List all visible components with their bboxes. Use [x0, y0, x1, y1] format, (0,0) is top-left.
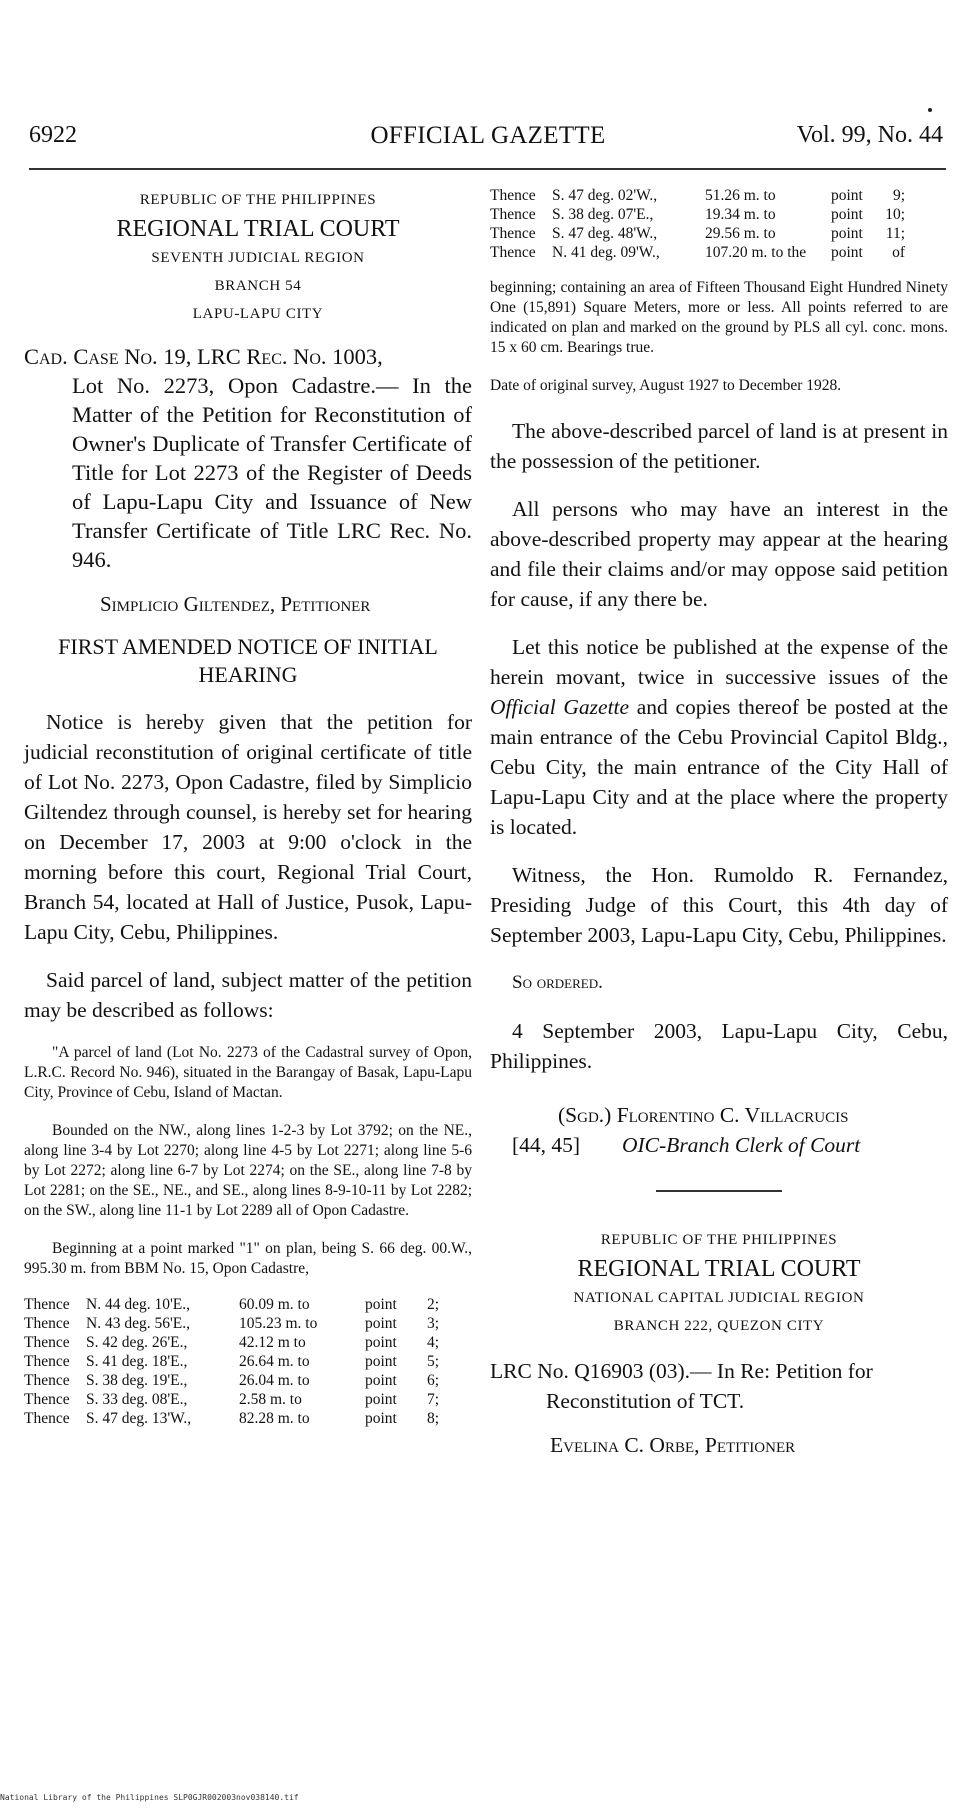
bearing-row [24, 1371, 439, 1390]
bearing-cell: S. 47 deg. 13'W., [86, 1410, 192, 1427]
volume-issue: Vol. 99, No. 44 [796, 122, 943, 148]
court2-name: REGIONAL TRIAL COURT [577, 1256, 861, 1282]
bearing-cell: N. 43 deg. 56'E., [86, 1315, 190, 1332]
bearing-cell: 42.12 m to [239, 1334, 306, 1351]
bearing-cell: N. 44 deg. 10'E., [86, 1296, 190, 1313]
right-column [490, 186, 948, 1460]
bearing-row [490, 243, 905, 262]
bearing-cell: 107.20 m. to the [705, 244, 807, 261]
publication-text-2: and copies thereof be posted at the main entrance of the Cebu Provincial Capitol Bldg., Cebu City, the main entrance of the City Hall of Lapu-Lapu City and at the place where the property is located. [490, 695, 948, 839]
bearing-cell: 82.28 m. to [239, 1410, 310, 1427]
beginning-point: Beginning at a point marked "1" on plan, being S. 66 deg. 00.W., 995.30 m. from BBM No. 15, Opon Cadastre, [24, 1240, 472, 1277]
bearing-cell: 7; [426, 1391, 439, 1408]
bearing-cell: Thence [490, 244, 536, 261]
bearing-row [24, 1409, 439, 1428]
case-number: Cad. Case No. 19, LRC Rec. No. 1003, [24, 344, 383, 369]
court-region: SEVENTH JUDICIAL REGION [151, 250, 365, 266]
bearing-cell: N. 41 deg. 09'W., [552, 244, 660, 261]
signatory-title: OIC-Branch Clerk of Court [622, 1133, 861, 1157]
bearing-cell: point [831, 225, 863, 242]
section-divider [656, 1190, 782, 1192]
bearing-row [490, 186, 905, 205]
court-branch: BRANCH 54 [214, 278, 302, 294]
court-city: LAPU-LAPU CITY [192, 306, 324, 322]
scan-footer: National Library of the Philippines SLP0GJR002003nov038140.tif [0, 1793, 299, 1802]
bearing-cell: S. 42 deg. 26'E., [86, 1334, 188, 1351]
bearing-cell: point [365, 1353, 397, 1370]
gazette-name: Official Gazette [490, 695, 630, 719]
parcel-description: "A parcel of land (Lot No. 2273 of the Cadastral survey of Opon, L.R.C. Record No. 946), situated in the Barangay of Basak, Lapu-Lapu City, Province of Cebu, Island of Mactan. [24, 1044, 472, 1101]
area-description: beginning; containing an area of Fifteen Thousand Eight Hundred Ninety One (15,891) Square Meters, more or less. All points referred to are indicated on plan and marked on the ground by PLS all cyl. conc. mons. 15 x 60 cm. Bearings true. [490, 279, 948, 356]
bearing-row [24, 1333, 439, 1352]
bearing-row [24, 1295, 439, 1314]
court2-republic: REPUBLIC OF THE PHILIPPINES [600, 1232, 838, 1248]
bearing-cell: 5; [426, 1353, 439, 1370]
possession-paragraph: The above-described parcel of land is at present in the possession of the petitioner. [490, 419, 948, 473]
bearing-cell: point [365, 1372, 397, 1389]
signature [490, 1100, 948, 1130]
left-column [24, 186, 472, 1428]
bearing-cell: 105.23 m. to [239, 1315, 318, 1332]
boundaries: Bounded on the NW., along lines 1-2-3 by Lot 3792; on the NE., along line 3-4 by Lot 2270; along line 4-5 by Lot 2271; along line 5-6 by Lot 2272; along line 6-7 by Lot 2274; on the SE., along line 7-8 by Lot 2281; on the SE., NE., and SE., along lines 8-9-10-11 by Lot 2282; on the SW., along line 11-1 by Lot 2289 all of Opon Cadastre. [24, 1122, 472, 1219]
bearing-row [490, 205, 905, 224]
court-republic: REPUBLIC OF THE PHILIPPINES [139, 192, 377, 208]
bearing-cell: 11; [885, 225, 905, 242]
case-title [24, 342, 472, 574]
bearing-cell: point [365, 1391, 397, 1408]
bearing-cell: 6; [426, 1372, 439, 1389]
bearing-cell: S. 47 deg. 48'W., [552, 225, 658, 242]
bearing-cell: S. 38 deg. 07'E., [552, 206, 654, 223]
publication-title: OFFICIAL GAZETTE [370, 122, 606, 149]
bearing-cell: S. 41 deg. 18'E., [86, 1353, 188, 1370]
bearing-cell: S. 47 deg. 02'W., [552, 187, 658, 204]
court2-region: NATIONAL CAPITAL JUDICIAL REGION [573, 1290, 865, 1306]
page-number: 6922 [29, 122, 77, 148]
bearing-cell: 8; [426, 1410, 439, 1427]
bearing-row [24, 1314, 439, 1333]
bearing-cell: point [831, 187, 863, 204]
signatory: (Sgd.) Florentino C. Villacrucis [558, 1103, 849, 1127]
bearing-cell: Thence [490, 206, 536, 223]
bearing-cell: point [831, 206, 863, 223]
bearing-cell: Thence [24, 1334, 70, 1351]
survey-date: Date of original survey, August 1927 to December 1928. [490, 377, 842, 394]
bearing-cell: point [365, 1334, 397, 1351]
signature-title-row [490, 1130, 948, 1160]
bearing-cell: 60.09 m. to [239, 1296, 310, 1313]
bearing-cell: S. 38 deg. 19'E., [86, 1372, 188, 1389]
bearing-cell: Thence [24, 1296, 70, 1313]
bearing-cell: 26.64 m. to [239, 1353, 310, 1370]
bearing-cell: Thence [490, 187, 536, 204]
parcel-intro: Said parcel of land, subject matter of the petition may be described as follows: [24, 968, 472, 1022]
bearing-cell: S. 33 deg. 08'E., [86, 1391, 188, 1408]
bearing-cell: Thence [24, 1410, 70, 1427]
bearing-cell: Thence [24, 1372, 70, 1389]
bearing-cell: 2; [426, 1296, 439, 1313]
bearing-cell: point [365, 1410, 397, 1427]
so-ordered: So ordered. [512, 972, 603, 993]
bearing-cell: Thence [490, 225, 536, 242]
bearing-cell: 4; [426, 1334, 439, 1351]
bearing-cell: Thence [24, 1391, 70, 1408]
notice-title: FIRST AMENDED NOTICE OF INITIAL HEARING [58, 634, 438, 687]
issue-reference: [44, 45] [512, 1133, 581, 1157]
bearing-cell: point [365, 1315, 397, 1332]
bearing-cell: 3; [426, 1315, 439, 1332]
bearing-cell: 29.56 m. to [705, 225, 776, 242]
bearing-cell: 10; [885, 206, 905, 223]
case-description: Lot No. 2273, Opon Cadastre.— In the Matter of the Petition for Reconstitution of Owner's Duplicate of Transfer Certificate of Title for Lot 2273 of the Register of Deeds of Lapu-Lapu City and Issuance of New Transfer Certificate of Title LRC Rec. No. 946. [72, 373, 472, 572]
bearings-table-continued [490, 186, 905, 262]
petitioner2: Evelina C. Orbe, Petitioner [550, 1433, 796, 1457]
publication-text-1: Let this notice be published at the expense of the herein movant, twice in successive issues of the [490, 635, 948, 689]
witness-paragraph: Witness, the Hon. Rumoldo R. Fernandez, Presiding Judge of this Court, this 4th day of September 2003, Lapu-Lapu City, Cebu, Philippines. [490, 863, 948, 947]
interest-paragraph: All persons who may have an interest in the above-described property may appear at the hearing and file their claims and/or may oppose said petition for cause, if any there be. [490, 497, 948, 611]
petitioner: Simplicio Giltendez, Petitioner [100, 592, 371, 616]
publication-paragraph [490, 632, 948, 842]
date-line: 4 September 2003, Lapu-Lapu City, Cebu, Philippines. [490, 1019, 948, 1073]
bearing-cell: of [892, 244, 905, 261]
bearings-table [24, 1295, 439, 1428]
bearing-row [24, 1390, 439, 1409]
bearing-cell: 19.34 m. to [705, 206, 776, 223]
case2-title: LRC No. Q16903 (03).— In Re: Petition for Reconstitution of TCT. [490, 1359, 873, 1413]
ink-speck [928, 108, 932, 112]
court2-branch: BRANCH 222, QUEZON CITY [613, 1318, 825, 1334]
bearing-row [24, 1352, 439, 1371]
bearing-cell: Thence [24, 1353, 70, 1370]
bearing-cell: Thence [24, 1315, 70, 1332]
bearing-row [490, 224, 905, 243]
bearing-cell: 26.04 m. to [239, 1372, 310, 1389]
court-name: REGIONAL TRIAL COURT [116, 216, 400, 242]
bearing-cell: point [831, 244, 863, 261]
bearing-cell: 51.26 m. to [705, 187, 776, 204]
bearing-cell: point [365, 1296, 397, 1313]
header-rule [29, 168, 946, 170]
bearing-cell: 9; [892, 187, 905, 204]
bearing-cell: 2.58 m. to [239, 1391, 302, 1408]
notice-paragraph: Notice is hereby given that the petition for judicial reconstitution of original certificate of title of Lot No. 2273, Opon Cadastre, filed by Simplicio Giltendez through counsel, is hereby set for hearing on December 17, 2003 at 9:00 o'clock in the morning before this court, Regional Trial Court, Branch 54, located at Hall of Justice, Pusok, Lapu-Lapu City, Cebu, Philippines. [24, 710, 472, 944]
